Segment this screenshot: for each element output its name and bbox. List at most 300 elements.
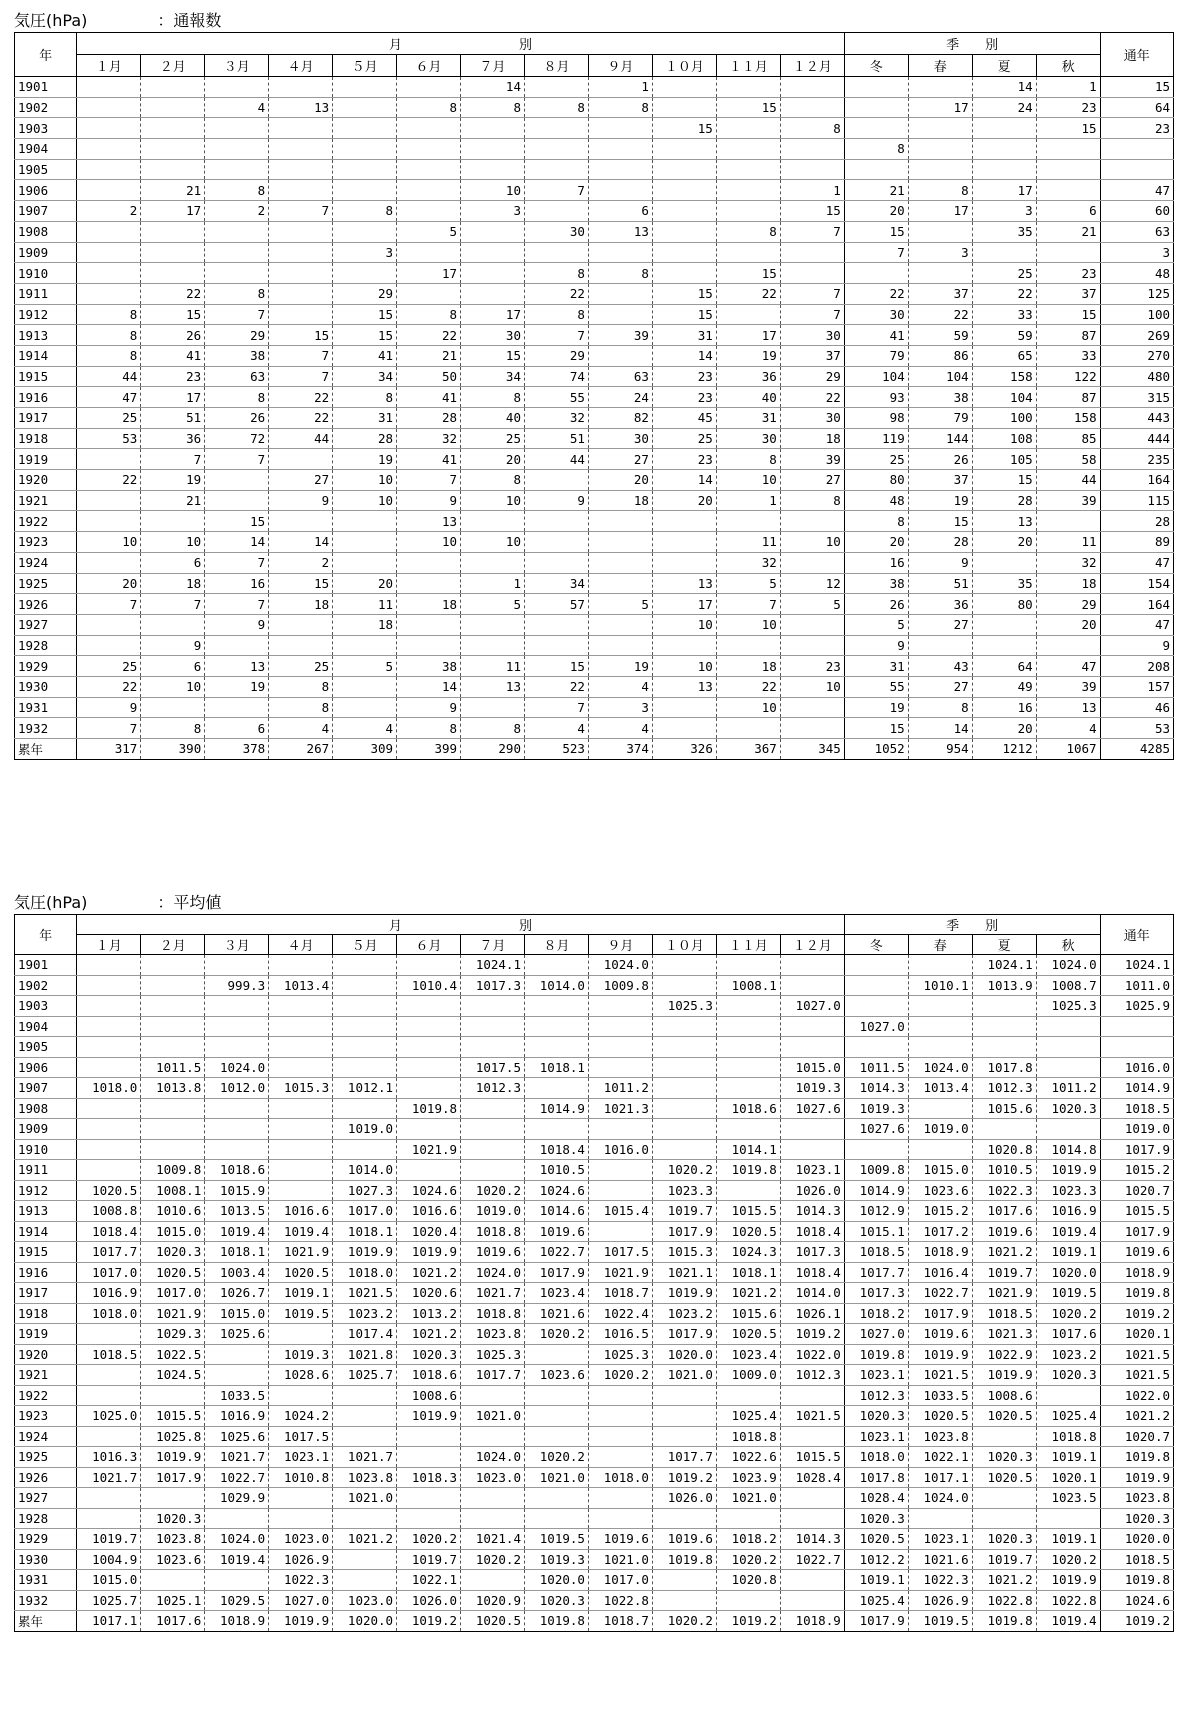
table-cell: 17 — [652, 594, 716, 615]
table1-caption — [14, 10, 1174, 32]
table-cell: 1014.0 — [524, 975, 588, 996]
table-cell — [716, 139, 780, 160]
table-cell: 1015.3 — [269, 1078, 333, 1099]
row-label: 1917 — [15, 1283, 77, 1304]
table-cell — [461, 1426, 525, 1447]
table-row — [15, 1242, 1174, 1263]
table-cell: 16 — [972, 697, 1036, 718]
table-cell: 1017.0 — [77, 1262, 141, 1283]
table-cell: 1021.0 — [333, 1488, 397, 1509]
month-header: ３月 — [205, 55, 269, 77]
table-cell — [780, 242, 844, 263]
table-cell — [844, 118, 908, 139]
row-label: 1930 — [15, 1549, 77, 1570]
table-cell: 1020.5 — [972, 1406, 1036, 1427]
table-cell — [588, 304, 652, 325]
table-cell: 1016.0 — [588, 1139, 652, 1160]
table-cell: 1019.6 — [908, 1324, 972, 1345]
table-cell — [269, 1180, 333, 1201]
table-cell — [461, 511, 525, 532]
table-cell — [716, 511, 780, 532]
table-cell: 1020.0 — [524, 1570, 588, 1591]
table-cell: 1010.5 — [524, 1160, 588, 1181]
table-cell — [908, 1016, 972, 1037]
table-cell — [588, 242, 652, 263]
header-row-group — [15, 33, 1174, 55]
table-cell — [141, 1119, 205, 1140]
table-cell: 38 — [908, 387, 972, 408]
table-cell: 49 — [972, 676, 1036, 697]
table-cell: 86 — [908, 345, 972, 366]
table-cell: 28 — [1100, 511, 1173, 532]
table-cell — [205, 263, 269, 284]
table-cell — [1036, 1016, 1100, 1037]
table-cell — [333, 159, 397, 180]
table-cell: 1019.9 — [141, 1447, 205, 1468]
table-cell: 10 — [77, 532, 141, 553]
table-cell — [141, 1385, 205, 1406]
table-cell — [524, 1426, 588, 1447]
table-cell: 18 — [269, 594, 333, 615]
table-cell: 15 — [716, 263, 780, 284]
table-cell: 1024.0 — [461, 1447, 525, 1468]
table-cell: 59 — [908, 325, 972, 346]
table-cell — [269, 1385, 333, 1406]
table-cell: 9 — [77, 697, 141, 718]
table-cell: 26 — [141, 325, 205, 346]
table-cell: 1014.0 — [333, 1160, 397, 1181]
table-cell — [461, 242, 525, 263]
table-row — [15, 955, 1174, 976]
table-cell — [141, 97, 205, 118]
table-cell — [716, 1508, 780, 1529]
table-cell — [461, 1139, 525, 1160]
table-row — [15, 1221, 1174, 1242]
table-cell: 1019.9 — [652, 1283, 716, 1304]
table-cell — [397, 201, 461, 222]
table-row — [15, 1139, 1174, 1160]
month-header: ８月 — [524, 55, 588, 77]
table-cell — [716, 1037, 780, 1058]
table-cell — [908, 1508, 972, 1529]
table-cell — [269, 511, 333, 532]
table-cell: 1020.0 — [652, 1344, 716, 1365]
table-cell: 1017.0 — [333, 1201, 397, 1222]
table-cell — [588, 1221, 652, 1242]
table-cell: 1023.3 — [652, 1180, 716, 1201]
table-cell: 23 — [141, 366, 205, 387]
row-label: 1905 — [15, 159, 77, 180]
table-cell: 1019.6 — [652, 1529, 716, 1550]
table-cell: 87 — [1036, 387, 1100, 408]
table-cell — [333, 996, 397, 1017]
table-cell: 1025.3 — [1036, 996, 1100, 1017]
table-cell: 4 — [588, 676, 652, 697]
table-cell: 22 — [716, 283, 780, 304]
table2-caption — [14, 892, 1174, 914]
table-cell: 8 — [205, 180, 269, 201]
table-cell: 10 — [716, 697, 780, 718]
table-cell: 23 — [1036, 263, 1100, 284]
table-cell — [716, 635, 780, 656]
table-cell: 7 — [269, 345, 333, 366]
table-cell: 1009.0 — [716, 1365, 780, 1386]
table-cell: 1015.5 — [780, 1447, 844, 1468]
table-cell: 18 — [397, 594, 461, 615]
table-cell: 1023.1 — [780, 1160, 844, 1181]
table-cell: 1008.6 — [397, 1385, 461, 1406]
table-cell: 55 — [844, 676, 908, 697]
table-cell — [716, 1078, 780, 1099]
table-cell: 29 — [780, 366, 844, 387]
table-cell: 22 — [524, 283, 588, 304]
table-cell: 1021.3 — [588, 1098, 652, 1119]
table-cell: 1020.9 — [461, 1590, 525, 1611]
table-cell — [588, 118, 652, 139]
table-cell: 1014.6 — [524, 1201, 588, 1222]
table-cell: 1067 — [1036, 739, 1100, 760]
table-cell: 11 — [461, 656, 525, 677]
table-cell: 30 — [716, 428, 780, 449]
table-cell: 1019.7 — [972, 1549, 1036, 1570]
table-cell: 18 — [1036, 573, 1100, 594]
table-cell: 50 — [397, 366, 461, 387]
table-cell: 1017.7 — [461, 1365, 525, 1386]
year-header: 年 — [15, 33, 77, 77]
table-cell: 378 — [205, 739, 269, 760]
table-cell — [205, 490, 269, 511]
table-cell: 1026.9 — [269, 1549, 333, 1570]
table-cell: 38 — [844, 573, 908, 594]
table-cell — [77, 1016, 141, 1037]
table-cell — [269, 1037, 333, 1058]
table-cell: 1019.0 — [1100, 1119, 1173, 1140]
table-cell — [588, 283, 652, 304]
table-cell: 44 — [1036, 470, 1100, 491]
table-cell: 32 — [716, 552, 780, 573]
table-cell: 1022.4 — [588, 1303, 652, 1324]
table-cell: 1028.4 — [844, 1488, 908, 1509]
table-cell: 40 — [716, 387, 780, 408]
row-label: 1908 — [15, 1098, 77, 1119]
table-cell: 21 — [141, 180, 205, 201]
table-cell: 53 — [77, 428, 141, 449]
season-header: 夏 — [972, 935, 1036, 955]
table-row — [15, 1590, 1174, 1611]
table-cell: 1010.8 — [269, 1467, 333, 1488]
table-cell: 1019.6 — [1100, 1242, 1173, 1263]
table-cell: 1022.8 — [588, 1590, 652, 1611]
table-cell — [844, 97, 908, 118]
table-cell — [1036, 139, 1100, 160]
table-cell — [652, 975, 716, 996]
table-cell: 5 — [333, 656, 397, 677]
table-cell: 8 — [844, 139, 908, 160]
table-cell: 1018.5 — [77, 1344, 141, 1365]
table-cell: 1020.2 — [461, 1180, 525, 1201]
table-cell: 14 — [652, 345, 716, 366]
table-cell — [588, 1057, 652, 1078]
table-cell: 1019.1 — [1036, 1447, 1100, 1468]
table-cell: 1020.8 — [972, 1139, 1036, 1160]
table-cell: 1022.3 — [908, 1570, 972, 1591]
table-cell: 2 — [77, 201, 141, 222]
table-cell: 17 — [141, 201, 205, 222]
table-cell: 1 — [461, 573, 525, 594]
table-cell — [397, 242, 461, 263]
month-group-header: 月 別 — [77, 915, 844, 935]
row-label: 1927 — [15, 1488, 77, 1509]
table-cell — [77, 449, 141, 470]
table-cell — [269, 1139, 333, 1160]
table-cell: 1012.3 — [844, 1385, 908, 1406]
month-header: ８月 — [524, 935, 588, 955]
table-cell: 1017.3 — [780, 1242, 844, 1263]
table-cell: 1015.5 — [716, 1201, 780, 1222]
month-header: ９月 — [588, 935, 652, 955]
table-cell: 1021.0 — [461, 1406, 525, 1427]
table-row — [15, 1426, 1174, 1447]
table-cell: 367 — [716, 739, 780, 760]
table-cell: 1024.1 — [1100, 955, 1173, 976]
table-cell: 1021.0 — [652, 1365, 716, 1386]
table-cell — [77, 1037, 141, 1058]
table-cell — [652, 1037, 716, 1058]
table-cell — [652, 159, 716, 180]
table-cell — [524, 552, 588, 573]
table-cell: 9 — [1100, 635, 1173, 656]
table-cell: 1018.8 — [461, 1303, 525, 1324]
table-cell: 1019.2 — [397, 1611, 461, 1632]
table-cell: 1021.9 — [141, 1303, 205, 1324]
table-row — [15, 325, 1174, 346]
table-cell — [77, 77, 141, 98]
table-cell: 1019.4 — [205, 1221, 269, 1242]
table-cell: 10 — [652, 656, 716, 677]
table-cell: 122 — [1036, 366, 1100, 387]
table-cell — [333, 139, 397, 160]
table-cell: 1015.0 — [780, 1057, 844, 1078]
table-cell: 1020.7 — [1100, 1180, 1173, 1201]
table-cell: 1022.8 — [972, 1590, 1036, 1611]
table-cell: 1017.9 — [1100, 1221, 1173, 1242]
table-cell — [588, 1447, 652, 1468]
table-cell: 1018.0 — [77, 1303, 141, 1324]
table-cell: 8 — [844, 511, 908, 532]
table-cell: 22 — [77, 470, 141, 491]
month-header: ３月 — [205, 935, 269, 955]
table-cell — [652, 1098, 716, 1119]
table-cell: 72 — [205, 428, 269, 449]
table-cell: 1021.9 — [397, 1139, 461, 1160]
table-cell: 1026.0 — [780, 1180, 844, 1201]
table-cell — [397, 118, 461, 139]
row-label: 1915 — [15, 366, 77, 387]
table-cell: 8 — [588, 97, 652, 118]
table-cell — [141, 263, 205, 284]
table-cell — [461, 1037, 525, 1058]
row-label: 1924 — [15, 1426, 77, 1447]
table-cell: 8 — [461, 97, 525, 118]
table-cell: 10 — [141, 676, 205, 697]
table-cell: 1024.5 — [141, 1365, 205, 1386]
table-row — [15, 676, 1174, 697]
table-cell — [908, 1139, 972, 1160]
table-cell — [588, 139, 652, 160]
table-cell: 27 — [588, 449, 652, 470]
table-cell: 1020.0 — [1036, 1262, 1100, 1283]
table-cell — [716, 1590, 780, 1611]
table-cell: 1021.0 — [716, 1488, 780, 1509]
table2-section — [14, 892, 1174, 1632]
month-header: ６月 — [397, 55, 461, 77]
row-label: 1907 — [15, 201, 77, 222]
table-cell: 48 — [1100, 263, 1173, 284]
table-cell — [461, 552, 525, 573]
table-row — [15, 1283, 1174, 1304]
table-cell — [77, 1488, 141, 1509]
table-row — [15, 996, 1174, 1017]
table-cell: 15 — [652, 118, 716, 139]
table-cell: 15 — [269, 325, 333, 346]
table-cell: 7 — [205, 449, 269, 470]
table-cell: 19 — [205, 676, 269, 697]
row-label: 1911 — [15, 1160, 77, 1181]
table-cell: 33 — [1036, 345, 1100, 366]
table-cell: 1016.4 — [908, 1262, 972, 1283]
table-cell: 1019.0 — [908, 1119, 972, 1140]
table-cell — [141, 242, 205, 263]
table-cell — [588, 1119, 652, 1140]
table-cell: 1015.0 — [205, 1303, 269, 1324]
table-cell — [972, 552, 1036, 573]
table-cell: 12 — [780, 573, 844, 594]
table-cell: 1017.9 — [141, 1467, 205, 1488]
table-cell: 1021.2 — [716, 1283, 780, 1304]
table-cell: 8 — [461, 718, 525, 739]
table-cell — [77, 552, 141, 573]
table-row — [15, 242, 1174, 263]
table-cell — [333, 635, 397, 656]
table-cell: 1018.1 — [524, 1057, 588, 1078]
table-cell — [844, 77, 908, 98]
table-cell: 1014.9 — [524, 1098, 588, 1119]
row-label: 1926 — [15, 594, 77, 615]
table-cell: 35 — [972, 221, 1036, 242]
table-cell: 19 — [908, 490, 972, 511]
table-cell: 64 — [972, 656, 1036, 677]
table-cell: 37 — [908, 470, 972, 491]
table-cell: 39 — [1036, 676, 1100, 697]
table-cell: 1020.5 — [461, 1611, 525, 1632]
season-header: 春 — [908, 935, 972, 955]
table-cell: 1025.0 — [77, 1406, 141, 1427]
table-cell — [77, 159, 141, 180]
table-cell: 15 — [333, 325, 397, 346]
table-cell: 9 — [397, 490, 461, 511]
table-cell — [205, 1365, 269, 1386]
table-cell: 15 — [333, 304, 397, 325]
row-label: 累年 — [15, 1611, 77, 1632]
table-cell: 1018.5 — [972, 1303, 1036, 1324]
table-cell: 10 — [716, 614, 780, 635]
row-label: 1922 — [15, 1385, 77, 1406]
table-cell: 34 — [524, 573, 588, 594]
row-label: 1916 — [15, 1262, 77, 1283]
table-row — [15, 1078, 1174, 1099]
table-row — [15, 283, 1174, 304]
table-cell: 480 — [1100, 366, 1173, 387]
table-cell: 32 — [397, 428, 461, 449]
table-cell: 1019.2 — [652, 1467, 716, 1488]
table-cell: 1022.6 — [716, 1447, 780, 1468]
table-cell — [333, 1057, 397, 1078]
table-cell: 22 — [397, 325, 461, 346]
table-cell: 2 — [205, 201, 269, 222]
table-cell: 22 — [844, 283, 908, 304]
table-cell: 1027.3 — [333, 1180, 397, 1201]
table-cell: 309 — [333, 739, 397, 760]
table-cell — [1036, 1119, 1100, 1140]
table-cell: 1019.6 — [461, 1242, 525, 1263]
table-cell — [524, 242, 588, 263]
table-cell: 208 — [1100, 656, 1173, 677]
table-cell — [780, 511, 844, 532]
month-header: １０月 — [652, 55, 716, 77]
table-cell: 144 — [908, 428, 972, 449]
table-cell: 1028.4 — [780, 1467, 844, 1488]
count-table — [14, 32, 1174, 760]
table-cell: 8 — [77, 345, 141, 366]
row-label: 1907 — [15, 1078, 77, 1099]
table-cell: 10 — [716, 470, 780, 491]
table-cell: 999.3 — [205, 975, 269, 996]
table-cell: 1010.1 — [908, 975, 972, 996]
table-cell: 20 — [844, 201, 908, 222]
season-header: 秋 — [1036, 935, 1100, 955]
table-cell — [205, 470, 269, 491]
table-row — [15, 1057, 1174, 1078]
table-cell — [652, 718, 716, 739]
table-cell: 1013.2 — [397, 1303, 461, 1324]
table-cell: 1018.0 — [77, 1078, 141, 1099]
table-cell — [397, 1447, 461, 1468]
table-cell: 1021.5 — [1100, 1365, 1173, 1386]
table-cell: 30 — [588, 428, 652, 449]
table-cell: 1014.0 — [780, 1283, 844, 1304]
table-cell: 1019.6 — [588, 1529, 652, 1550]
table-cell — [652, 221, 716, 242]
month-header: ９月 — [588, 55, 652, 77]
table-row — [15, 366, 1174, 387]
table-cell: 1020.7 — [1100, 1426, 1173, 1447]
table-row — [15, 635, 1174, 656]
table-cell: 1018.8 — [461, 1221, 525, 1242]
table-cell — [972, 159, 1036, 180]
table-cell: 10 — [461, 532, 525, 553]
table-cell: 5 — [844, 614, 908, 635]
table-cell: 1025.6 — [205, 1324, 269, 1345]
table-cell — [972, 118, 1036, 139]
table-cell — [716, 1057, 780, 1078]
table-cell — [461, 1385, 525, 1406]
table-cell: 20 — [588, 470, 652, 491]
table-cell: 345 — [780, 739, 844, 760]
table-cell: 8 — [524, 304, 588, 325]
table-cell: 1017.5 — [588, 1242, 652, 1263]
table-cell: 1022.8 — [1036, 1590, 1100, 1611]
table-cell — [269, 1160, 333, 1181]
